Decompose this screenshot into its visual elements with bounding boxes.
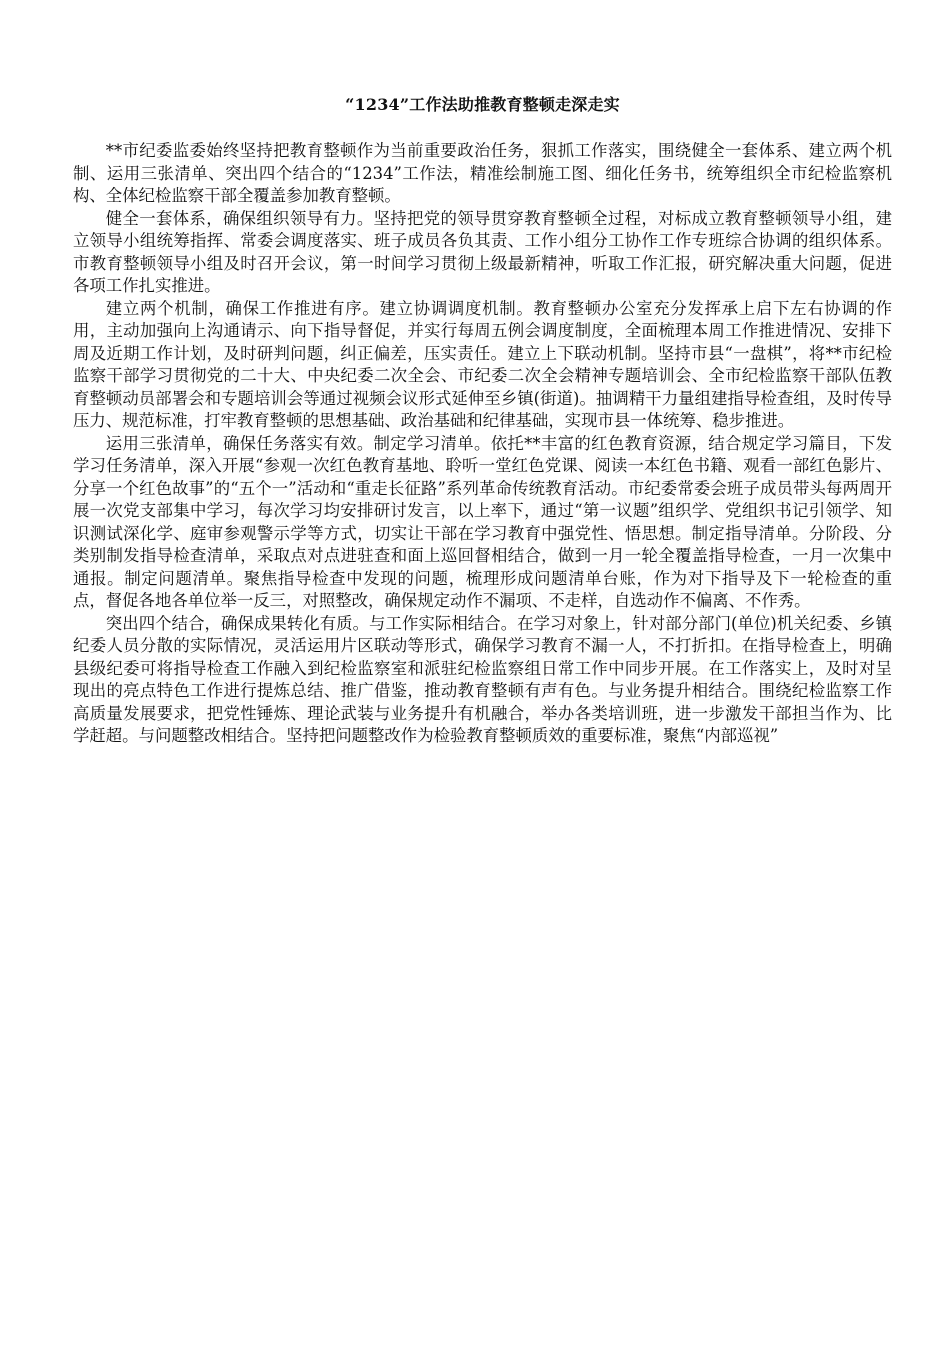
paragraph-combinations: 突出四个结合，确保成果转化有质。与工作实际相结合。在学习对象上，针对部分部门(单位)机关纪委、乡镇纪委人员分散的实际情况，灵活运用片区联动等形式，确保学习教育不漏一人，不打折扣。在指导检查上，明确县级纪委可将指导检查工作融入到纪检监察室和派驻纪检监察组日常工作中同步开展。在工作落实上，及时对呈现出的亮点特色工作进行提炼总结、推广借鉴，推动教育整顿有声有色。与业务提升相结合。围绕纪检监察工作高质量发展要求，把党性锤炼、理论武装与业务提升有机融合，举办各类培训班，进一步激发干部担当作为、比学赶超。与问题整改相结合。坚持把问题整改作为检验教育整顿质效的重要标准，聚焦“内部巡视” — [73, 613, 892, 745]
paragraph-intro: **市纪委监委始终坚持把教育整顿作为当前重要政治任务，狠抓工作落实，围绕健全一套体系、建立两个机制、运用三张清单、突出四个结合的“1234”工作法，精准绘制施工图、细化任务书，统筹组织全市纪检监察机构、全体纪检监察干部全覆盖参加教育整顿。 — [73, 141, 892, 205]
paragraph-lists: 运用三张清单，确保任务落实有效。制定学习清单。依托**丰富的红色教育资源，结合规定学习篇目，下发学习任务清单，深入开展“参观一次红色教育基地、聆听一堂红色党课、阅读一本红色书籍、观看一部红色影片、分享一个红色故事”的“五个一”活动和“重走长征路”系列革命传统教育活动。市纪委常委会班子成员带头每两周开展一次党支部集中学习，每次学习均安排研讨发言，以上率下，通过“第一议题”组织学、党组织书记引领学、知识测试深化学、庭审参观警示学等方式，切实让干部在学习教育中强党性、悟思想。制定指导清单。分阶段、分类别制发指导检查清单，采取点对点进驻查和面上巡回督相结合，做到一月一轮全覆盖指导检查，一月一次集中通报。制定问题清单。聚焦指导检查中发现的问题，梳理形成问题清单台账，作为对下指导及下一轮检查的重点，督促各地各单位举一反三，对照整改，确保规定动作不漏项、不走样，自选动作不偏离、不作秀。 — [73, 433, 892, 610]
paragraph-mechanisms: 建立两个机制，确保工作推进有序。建立协调调度机制。教育整顿办公室充分发挥承上启下左右协调的作用，主动加强向上沟通请示、向下指导督促，并实行每周五例会调度制度，全面梳理本周工作推进情况、安排下周及近期工作计划，及时研判问题，纠正偏差，压实责任。建立上下联动机制。坚持市县“一盘棋”，将**市纪检监察干部学习贯彻党的二十大、中央纪委二次全会、市纪委二次全会精神专题培训会、全市纪检监察干部队伍教育整顿动员部署会和专题培训会等通过视频会议形式延伸至乡镇(街道)。抽调精干力量组建指导检查组，及时传导压力、规范标准，打牢教育整顿的思想基础、政治基础和纪律基础，实现市县一体统筹、稳步推进。 — [73, 298, 892, 430]
document-title: “1234”工作法助推教育整顿走深走实 — [345, 95, 620, 114]
paragraph-system: 健全一套体系，确保组织领导有力。坚持把党的领导贯穿教育整顿全过程，对标成立教育整顿领导小组，建立领导小组统筹指挥、常委会调度落实、班子成员各负其责、工作小组分工协作工作专班综合协调的组织体系。市教育整顿领导小组及时召开会议，第一时间学习贯彻上级最新精神，听取工作汇报，研究解决重大问题，促进各项工作扎实推进。 — [73, 208, 892, 295]
